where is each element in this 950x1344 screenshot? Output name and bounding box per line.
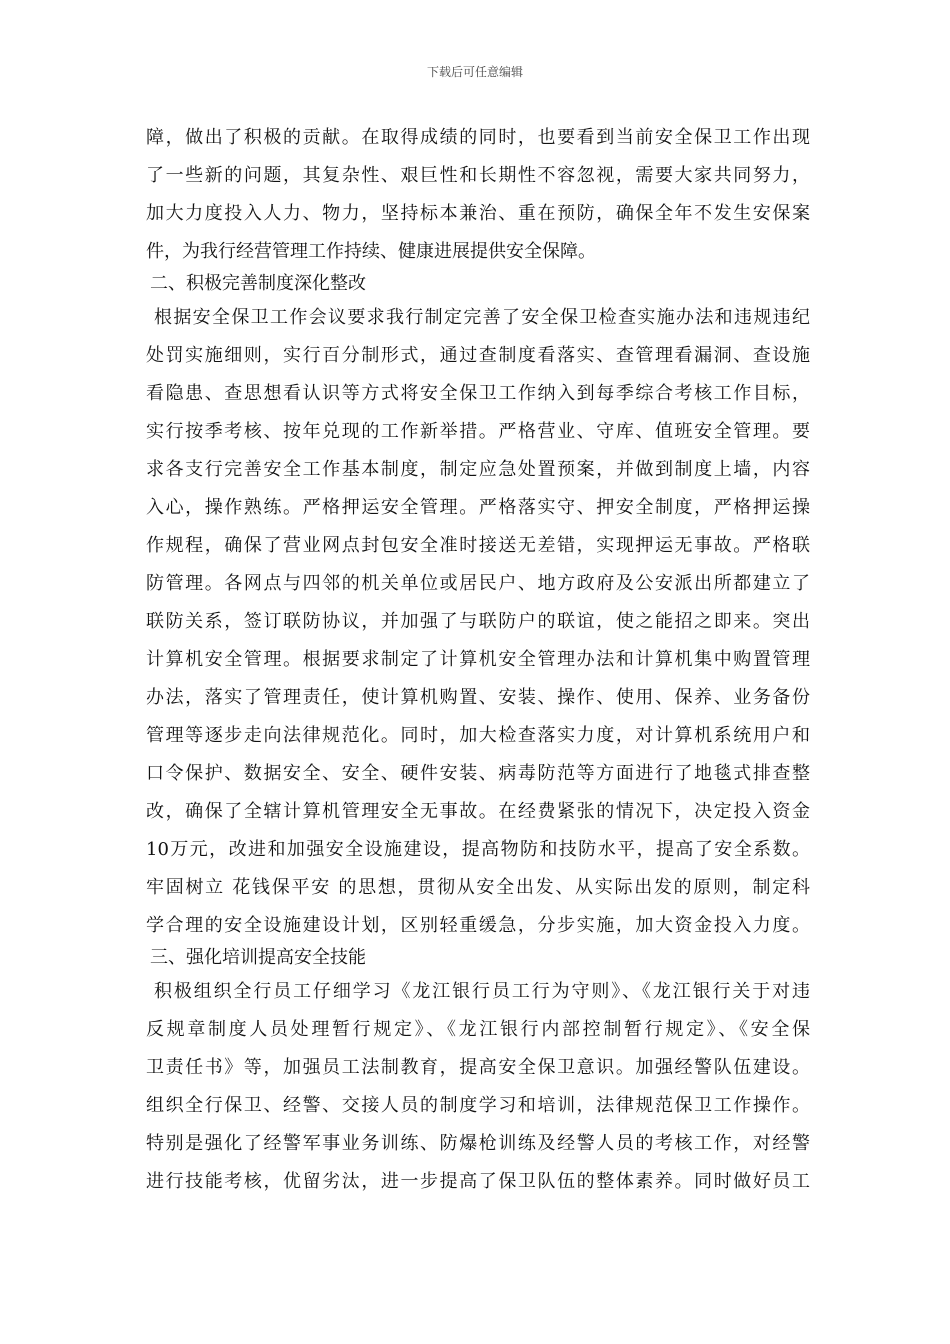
text-line: 加大力度投入人力、物力，坚持标本兼治、重在预防，确保全年不发生安保案 <box>146 203 810 224</box>
text-line: 实行按季考核、按年兑现的工作新举措。严格营业、守库、值班安全管理。要 <box>146 421 810 442</box>
text-line: 口令保护、数据安全、安全、硬件安装、病毒防范等方面进行了地毯式排查整 <box>146 763 810 784</box>
text-line: 处罚实施细则，实行百分制形式，通过查制度看落实、查管理看漏洞、查设施 <box>146 345 810 366</box>
text-line: 障，做出了积极的贡献。在取得成绩的同时，也要看到当前安全保卫工作出现 <box>146 127 810 148</box>
section-heading: 二、积极完善制度深化整改 <box>150 273 366 294</box>
text-line: 牢固树立 花钱保平安 的思想，贯彻从安全出发、从实际出发的原则，制定科 <box>146 877 810 898</box>
text-line: 入心，操作熟练。严格押运安全管理。严格落实守、押安全制度，严格押运操 <box>146 497 810 518</box>
text-line: 组织全行保卫、经警、交接人员的制度学习和培训，法律规范保卫工作操作。 <box>146 1095 810 1116</box>
page-header-note: 下载后可任意编辑 <box>426 65 523 79</box>
text-line: 求各支行完善安全工作基本制度，制定应急处置预案，并做到制度上墙，内容 <box>146 459 810 480</box>
text-line: 积极组织全行员工仔细学习《龙江银行员工行为守则》、《龙江银行关于对违 <box>154 981 810 1002</box>
text-line: 进行技能考核，优留劣汰，进一步提高了保卫队伍的整体素养。同时做好员工 <box>146 1171 810 1192</box>
text-line: 反规章制度人员处理暂行规定》、《龙江银行内部控制暂行规定》、《安全保 <box>146 1019 810 1040</box>
text-line: 看隐患、查思想看认识等方式将安全保卫工作纳入到每季综合考核工作目标， <box>146 383 810 404</box>
text-line: 改，确保了全辖计算机管理安全无事故。在经费紧张的情况下，决定投入资金 <box>146 801 810 822</box>
text-line: 卫责任书》等，加强员工法制教育，提高安全保卫意识。加强经警队伍建设。 <box>146 1057 810 1078</box>
text-line: 计算机安全管理。根据要求制定了计算机安全管理办法和计算机集中购置管理 <box>146 649 810 670</box>
text-line: 特别是强化了经警军事业务训练、防爆枪训练及经警人员的考核工作，对经警 <box>146 1133 810 1154</box>
text-line: 了一些新的问题，其复杂性、艰巨性和长期性不容忽视，需要大家共同努力， <box>146 165 810 186</box>
text-line: 10万元，改进和加强安全设施建设，提高物防和技防水平，提高了安全系数。 <box>146 839 810 860</box>
text-line: 根据安全保卫工作会议要求我行制定完善了安全保卫检查实施办法和违规违纪 <box>154 307 810 328</box>
text-line: 联防关系，签订联防协议，并加强了与联防户的联谊，使之能招之即来。突出 <box>146 611 810 632</box>
text-line: 件，为我行经营管理工作持续、健康进展提供安全保障。 <box>146 241 596 262</box>
section-heading: 三、强化培训提高安全技能 <box>150 947 366 968</box>
text-line: 学合理的安全设施建设计划，区别轻重缓急，分步实施，加大资金投入力度。 <box>146 915 810 936</box>
text-line: 防管理。各网点与四邻的机关单位或居民户、地方政府及公安派出所都建立了 <box>146 573 810 594</box>
text-line: 作规程，确保了营业网点封包安全准时接送无差错，实现押运无事故。严格联 <box>146 535 810 556</box>
text-line: 管理等逐步走向法律规范化。同时，加大检查落实力度，对计算机系统用户和 <box>146 725 810 746</box>
text-line: 办法，落实了管理责任，使计算机购置、安装、操作、使用、保养、业务备份 <box>146 687 810 708</box>
